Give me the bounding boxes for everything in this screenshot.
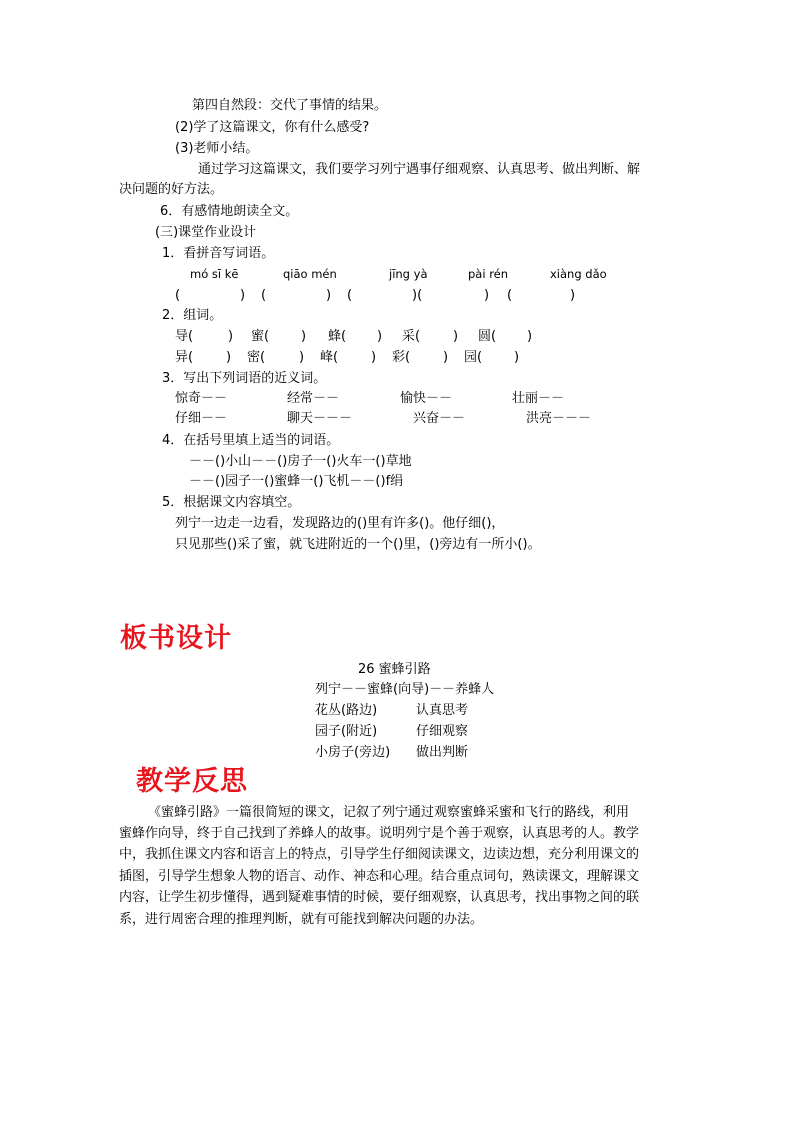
- teacher-summary-line-1: 通过学习这篇课文，我们要学习列宁遇事仔细观察、认真思考、做出判断、解: [198, 162, 641, 177]
- word-building-cell: 园(: [464, 350, 483, 365]
- board-row-place: 园子(附近): [315, 724, 378, 739]
- word-building-cell: ): [443, 350, 449, 365]
- reflection-line: 蜜蜂作向导，终于自己找到了养蜂人的故事。说明列宁是个善于观察，认真思考的人。教学: [119, 826, 640, 841]
- board-design-heading: 板书设计: [120, 623, 232, 654]
- word-building-cell: 彩(: [392, 350, 411, 365]
- pinyin-word: qiāo mén: [283, 267, 337, 281]
- board-row-place: 花丛(路边): [315, 703, 378, 718]
- exercise-1-title: 1．看拼音写词语。: [162, 246, 275, 261]
- blank-paren: ): [570, 288, 576, 303]
- teaching-reflection-heading: 教学反思: [136, 766, 248, 797]
- board-row-place: 小房子(旁边): [315, 745, 391, 760]
- board-main-line: 列宁－－蜜蜂(向导)－－养蜂人: [315, 682, 495, 697]
- reflection-line: 插图，引导学生想象人物的语言、动作、神态和心理。结合重点词句，熟读课文，理解课文: [119, 869, 640, 884]
- reflection-line: 中，我抓住课文内容和语言上的特点，引导学生仔细阅读课文，边读边想，充分利用课文的: [119, 847, 640, 862]
- synonym-item: 经常－－: [287, 391, 340, 406]
- word-building-cell: 圆(: [478, 329, 497, 344]
- blank-paren: (: [261, 288, 267, 303]
- reflection-line: 系，进行周密合理的推理判断，就有可能找到解决问题的办法。: [119, 912, 484, 927]
- word-building-cell: 异(: [175, 350, 194, 365]
- word-building-cell: ): [371, 350, 377, 365]
- word-building-cell: ): [377, 329, 383, 344]
- word-building-cell: ): [228, 329, 234, 344]
- exercise-3-title: 3．写出下列词语的近义词。: [162, 371, 327, 386]
- question-2: (2)学了这篇课文，你有什么感受?: [175, 120, 370, 135]
- word-building-cell: 采(: [402, 329, 421, 344]
- exercise-5-title: 5．根据课文内容填空。: [162, 495, 301, 510]
- word-building-cell: ): [299, 350, 305, 365]
- blank-paren: (: [347, 288, 353, 303]
- synonym-item: 愉快－－: [400, 391, 453, 406]
- item-6: 6．有感情地朗读全文。: [160, 204, 299, 219]
- synonym-item: 惊奇－－: [175, 391, 228, 406]
- word-building-cell: ): [226, 350, 232, 365]
- word-building-cell: 导(: [175, 329, 194, 344]
- word-building-cell: 蜜(: [251, 329, 270, 344]
- word-building-cell: ): [301, 329, 307, 344]
- homework-title: (三)课堂作业设计: [155, 225, 257, 240]
- word-building-cell: ): [453, 329, 459, 344]
- synonym-item: 兴奋－－: [413, 411, 466, 426]
- pinyin-word: xiàng dǎo: [550, 267, 607, 281]
- exercise-4-line-2: －－()园子一()蜜蜂一()飞机－－()f绢: [189, 474, 404, 489]
- pinyin-word: mó sī kē: [190, 267, 239, 281]
- synonym-item: 聊天－－－: [287, 411, 353, 426]
- synonym-item: 洪亮－－－: [526, 411, 592, 426]
- word-building-cell: ): [527, 329, 533, 344]
- paragraph-four-summary: 第四自然段：交代了事情的结果。: [192, 98, 388, 113]
- pinyin-word: jīng yà: [389, 267, 428, 281]
- word-building-cell: ): [514, 350, 520, 365]
- blank-paren: (: [507, 288, 513, 303]
- reflection-line: 《蜜蜂引路》一篇很简短的课文，记叙了列宁通过观察蜜蜂采蜜和飞行的路线，利用: [148, 805, 630, 820]
- reflection-line: 内容，让学生初步懂得，遇到疑难事情的时候，要仔细观察，认真思考，找出事物之间的联: [119, 890, 640, 905]
- blank-paren: ): [240, 288, 246, 303]
- blank-paren: ): [326, 288, 332, 303]
- exercise-4-title: 4．在括号里填上适当的词语。: [162, 433, 340, 448]
- word-building-cell: 峰(: [320, 350, 339, 365]
- blank-paren: (: [175, 288, 181, 303]
- exercise-5-line-1: 列宁一边走一边看，发现路边的()里有许多()。他仔细()，: [175, 516, 505, 531]
- pinyin-word: pài rén: [468, 267, 509, 281]
- board-row-action: 认真思考: [416, 703, 469, 718]
- teacher-summary-line-2: 决问题的好方法。: [119, 182, 224, 197]
- blank-paren: )(: [412, 288, 423, 303]
- word-building-cell: 蜂(: [328, 329, 347, 344]
- board-row-action: 做出判断: [416, 745, 469, 760]
- board-row-action: 仔细观察: [416, 724, 469, 739]
- word-building-cell: 密(: [247, 350, 266, 365]
- question-3: (3)老师小结。: [175, 141, 259, 156]
- exercise-5-line-2: 只见那些()采了蜜，就飞进附近的一个()里，()旁边有一所小()。: [175, 537, 541, 552]
- synonym-item: 壮丽－－: [512, 391, 565, 406]
- exercise-4-line-1: －－()小山－－()房子一()火车一()草地: [189, 454, 412, 469]
- synonym-item: 仔细－－: [175, 411, 228, 426]
- blank-paren: ): [484, 288, 490, 303]
- exercise-2-title: 2．组词。: [162, 308, 223, 323]
- board-title: 26 蜜蜂引路: [358, 662, 431, 677]
